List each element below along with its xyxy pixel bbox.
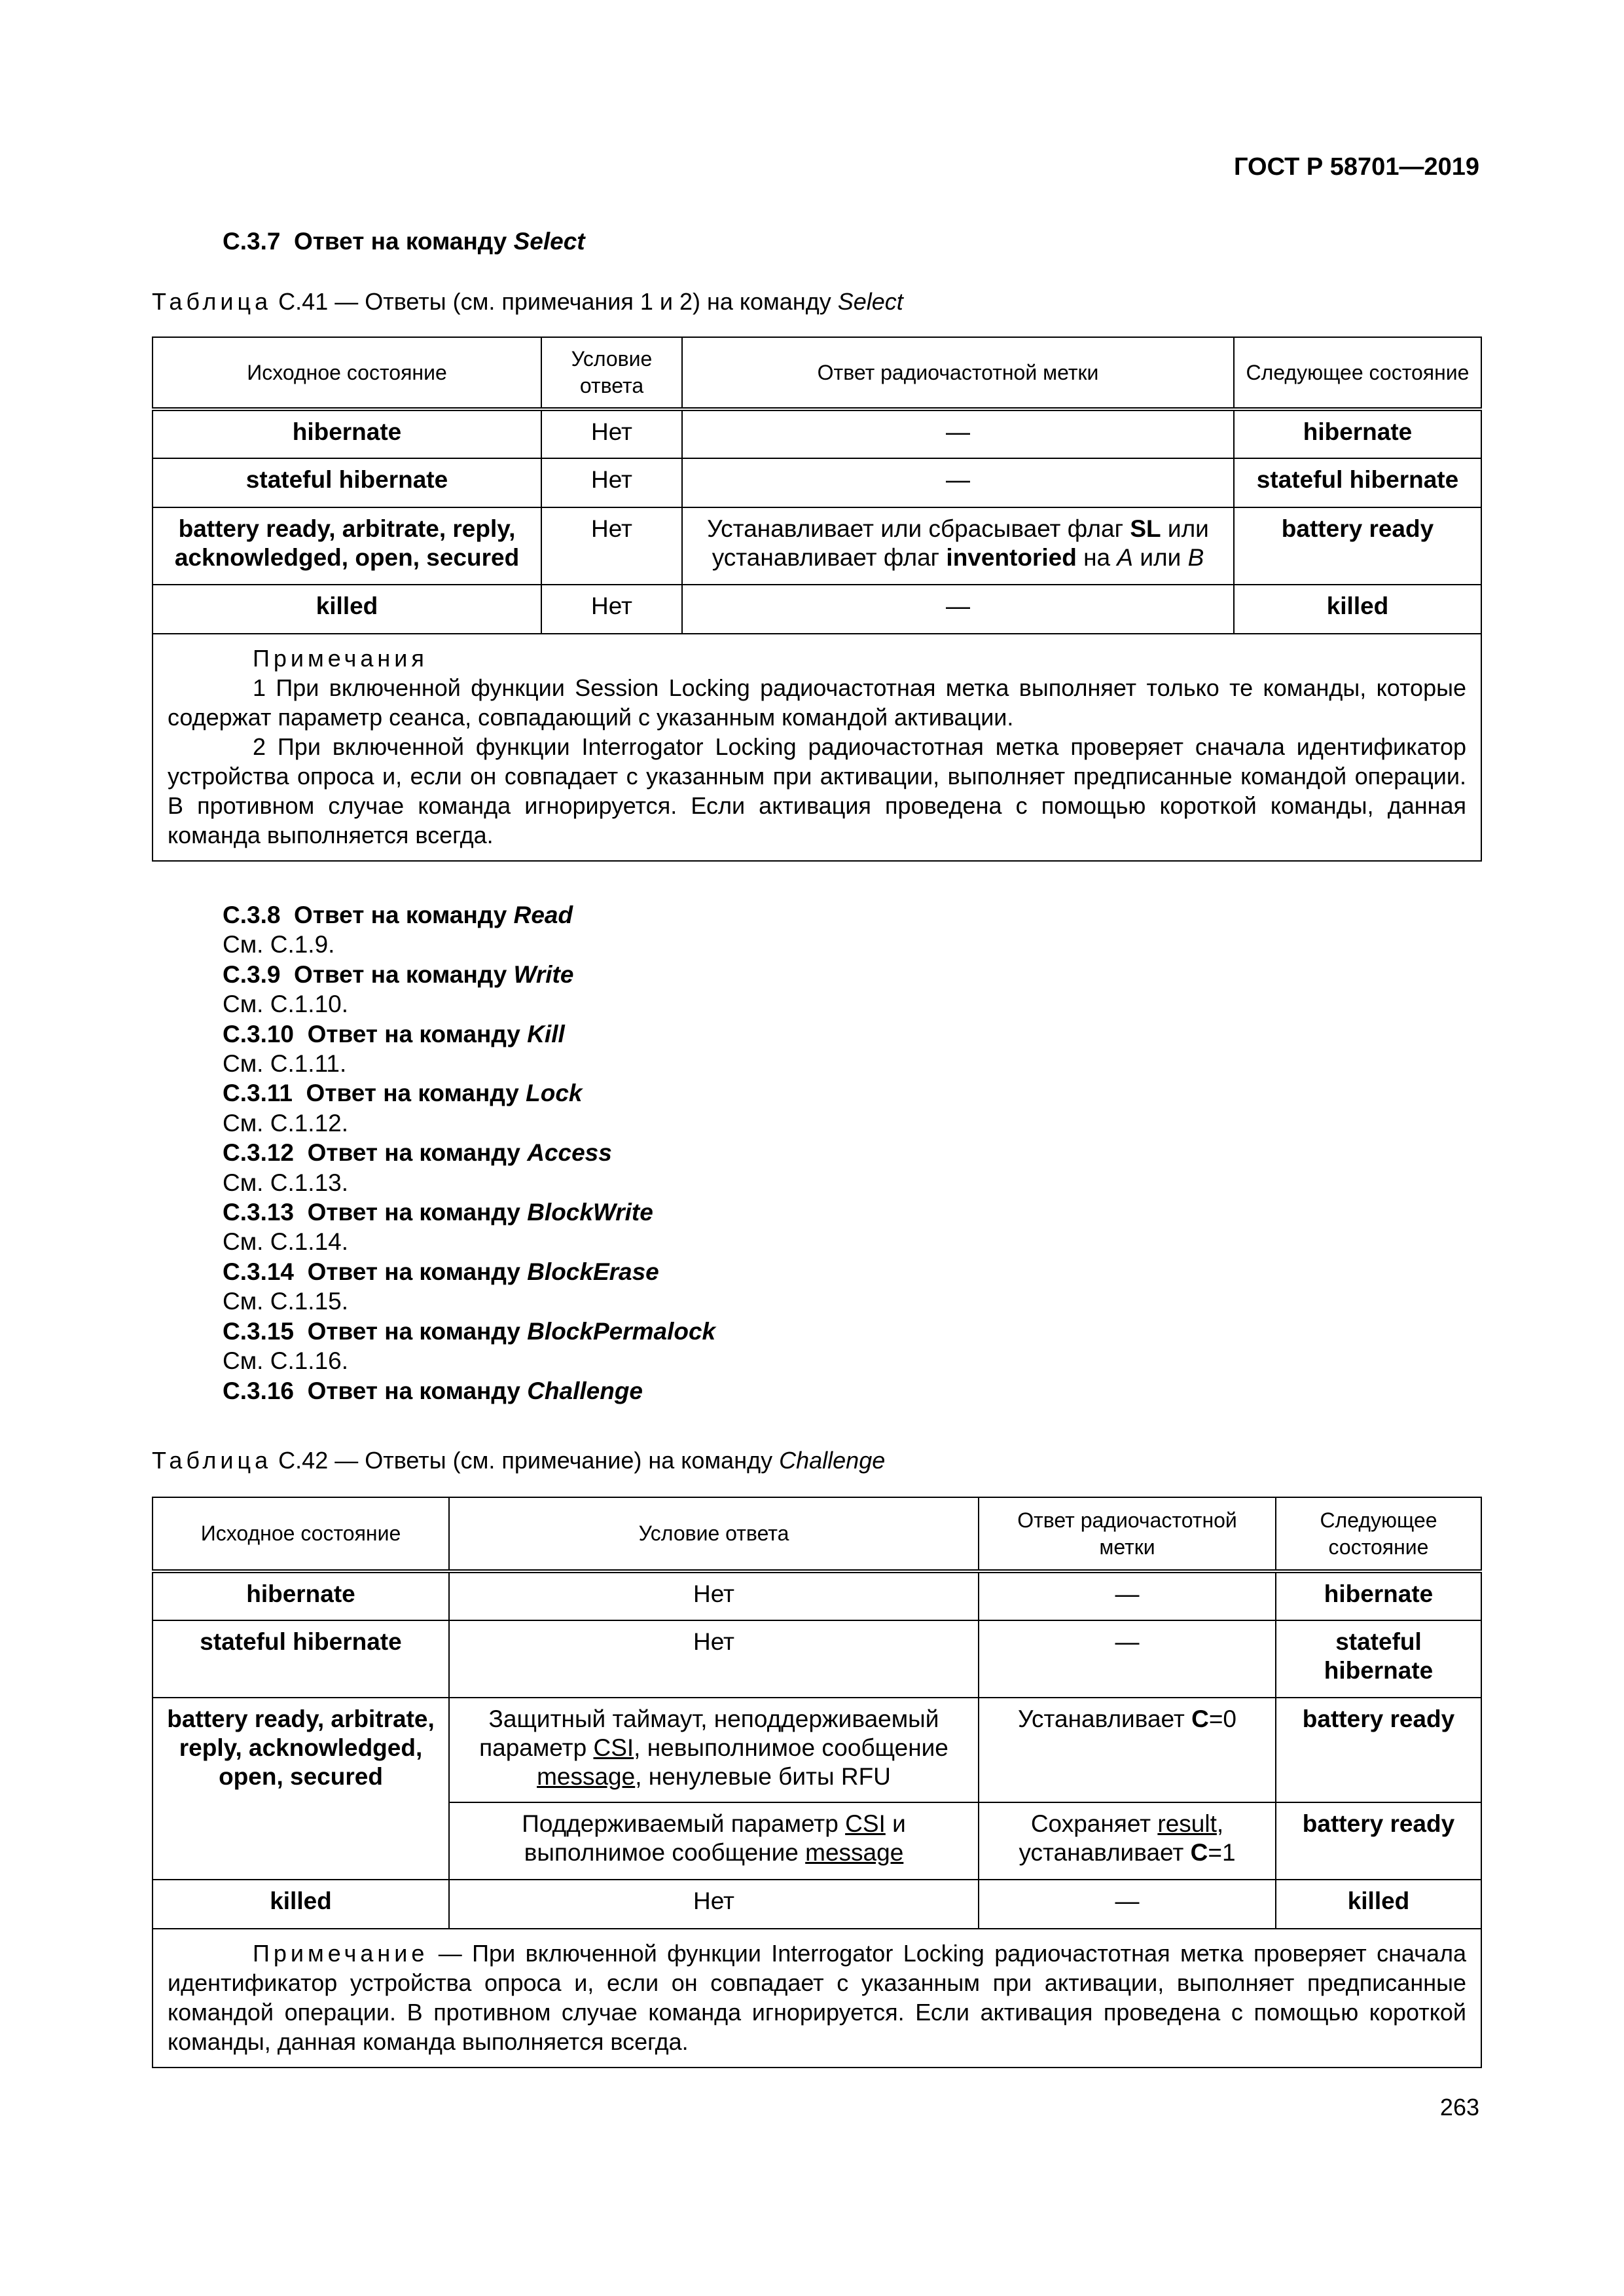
section-heading: С.3.8 Ответ на команду Read [223, 902, 573, 928]
cell-condition: Поддерживаемый параметр CSI и выполнимое сообщение message [449, 1802, 979, 1880]
table-row [153, 1880, 1481, 1929]
table-row [153, 585, 1481, 634]
table-c41 [152, 337, 1482, 862]
table-row [153, 1698, 1481, 1802]
cell-condition: Нет [449, 1880, 979, 1929]
cell-next: stateful hibernate [1276, 1620, 1481, 1698]
note-1: 1 При включенной функции Session Locking радиочастотная метка выполняет только те команды, которые содержат параметр сеанса, совпадающий с указанным командой активации. [168, 674, 1466, 731]
header-cell: Следующее состояние [1276, 1497, 1481, 1571]
section-heading-select: С.3.7 Ответ на команду Select [223, 228, 585, 255]
cell-next: hibernate [1234, 409, 1481, 458]
cell-response: Устанавливает или сбрасывает флаг SL или устанавливает флаг inventoried на A или B [682, 507, 1234, 585]
cell-condition: Защитный таймаут, неподдерживаемый параметр CSI, невыполнимое сообщение message, ненулевые биты RFU [449, 1698, 979, 1802]
section-list [223, 900, 715, 1406]
note-text: — При включенной функции Interrogator Locking радиочастотная метка проверяет сначала идентификатор устройства опроса и, если он совпадает с указанным при активации, выполняет предписанные командой операции. В противном случае команда игнорируется. Если активация проведена с помощью короткой команды, данная команда выполняется всегда. [168, 1940, 1466, 2055]
section-heading: С.3.13 Ответ на команду BlockWrite [223, 1199, 653, 1226]
cell-condition: Нет [541, 409, 682, 458]
note-2: 2 При включенной функции Interrogator Locking радиочастотная метка проверяет сначала идентификатор устройства опроса и, если он совпадает с указанным при активации, выполняет предписанные командой операции. В противном случае команда игнорируется. Если активация проведена с помощью короткой команды, данная команда выполняется всегда. [168, 733, 1466, 848]
table-row [153, 507, 1481, 585]
cell-response: — [682, 585, 1234, 634]
cell-condition: Нет [541, 507, 682, 585]
section-heading: С.3.15 Ответ на команду BlockPermalock [223, 1317, 716, 1345]
section-ref: См. С.1.10. [223, 991, 349, 1018]
table-row [153, 409, 1481, 458]
cell-next: killed [1276, 1880, 1481, 1929]
table-notes-row [153, 1929, 1481, 2068]
standard-designation: ГОСТ Р 58701—2019 [1234, 153, 1479, 181]
table-caption-c42: Таблица С.42 — Ответы (см. примечание) на команду Challenge [152, 1447, 886, 1474]
header-cell: Ответ радиочастотной метки [979, 1497, 1276, 1571]
section-ref: См. С.1.13. [223, 1169, 349, 1196]
cell-response: — [682, 458, 1234, 507]
cell-condition: Нет [541, 585, 682, 634]
table-row [153, 1571, 1481, 1620]
table-row [153, 1620, 1481, 1698]
table-notes-row [153, 634, 1481, 861]
notes-title: Примечания [253, 645, 428, 672]
table-header-row [153, 337, 1481, 409]
cell-response: — [979, 1620, 1276, 1698]
page-number: 263 [1439, 2094, 1479, 2121]
cell-response: — [682, 409, 1234, 458]
cell-next: stateful hibernate [1234, 458, 1481, 507]
cell-state: hibernate [153, 409, 541, 458]
cell-state: stateful hibernate [153, 458, 541, 507]
cell-next: hibernate [1276, 1571, 1481, 1620]
section-heading: С.3.10 Ответ на команду Kill [223, 1020, 565, 1048]
section-ref: См. С.1.12. [223, 1109, 349, 1137]
section-ref: См. С.1.11. [223, 1050, 347, 1078]
cell-state: killed [153, 585, 541, 634]
cell-response: — [979, 1571, 1276, 1620]
table-row [153, 458, 1481, 507]
cell-response: Устанавливает C=0 [979, 1698, 1276, 1802]
section-ref: См. С.1.16. [223, 1347, 349, 1375]
cell-next: battery ready [1276, 1802, 1481, 1880]
section-heading: С.3.9 Ответ на команду Write [223, 960, 574, 988]
cell-state: stateful hibernate [153, 1620, 449, 1698]
section-ref: См. С.1.15. [223, 1288, 349, 1315]
cell-state: hibernate [153, 1571, 449, 1620]
cell-condition: Нет [541, 458, 682, 507]
cell-response: — [979, 1880, 1276, 1929]
section-heading: С.3.16 Ответ на команду Challenge [223, 1377, 643, 1404]
table-notes [153, 634, 1481, 861]
table-header-row [153, 1497, 1481, 1571]
table-caption-c41: Таблица С.41 — Ответы (см. примечания 1 и 2) на команду Select [152, 288, 903, 315]
table-c42 [152, 1497, 1482, 2068]
header-cell: Условие ответа [449, 1497, 979, 1571]
cell-response: Сохраняет result, устанавливает C=1 [979, 1802, 1276, 1880]
cell-state: battery ready, arbitrate, reply, acknowledged, open, secured [153, 1698, 449, 1880]
cell-state: killed [153, 1880, 449, 1929]
cell-condition: Нет [449, 1571, 979, 1620]
section-ref: См. С.1.14. [223, 1228, 349, 1256]
header-cell: Условие ответа [541, 337, 682, 409]
cell-next: battery ready [1234, 507, 1481, 585]
section-heading: С.3.12 Ответ на команду Access [223, 1139, 612, 1167]
cell-state: battery ready, arbitrate, reply, acknowledged, open, secured [153, 507, 541, 585]
table-note [153, 1929, 1481, 2068]
header-cell: Следующее состояние [1234, 337, 1481, 409]
cell-next: killed [1234, 585, 1481, 634]
header-cell: Исходное состояние [153, 337, 541, 409]
section-ref: См. С.1.9. [223, 931, 335, 958]
note-title: Примечание [253, 1940, 429, 1967]
cell-condition: Нет [449, 1620, 979, 1698]
header-cell: Исходное состояние [153, 1497, 449, 1571]
cell-next: battery ready [1276, 1698, 1481, 1802]
section-heading: С.3.11 Ответ на команду Lock [223, 1080, 583, 1107]
header-cell: Ответ радиочастотной метки [682, 337, 1234, 409]
section-heading: С.3.14 Ответ на команду BlockErase [223, 1258, 659, 1285]
